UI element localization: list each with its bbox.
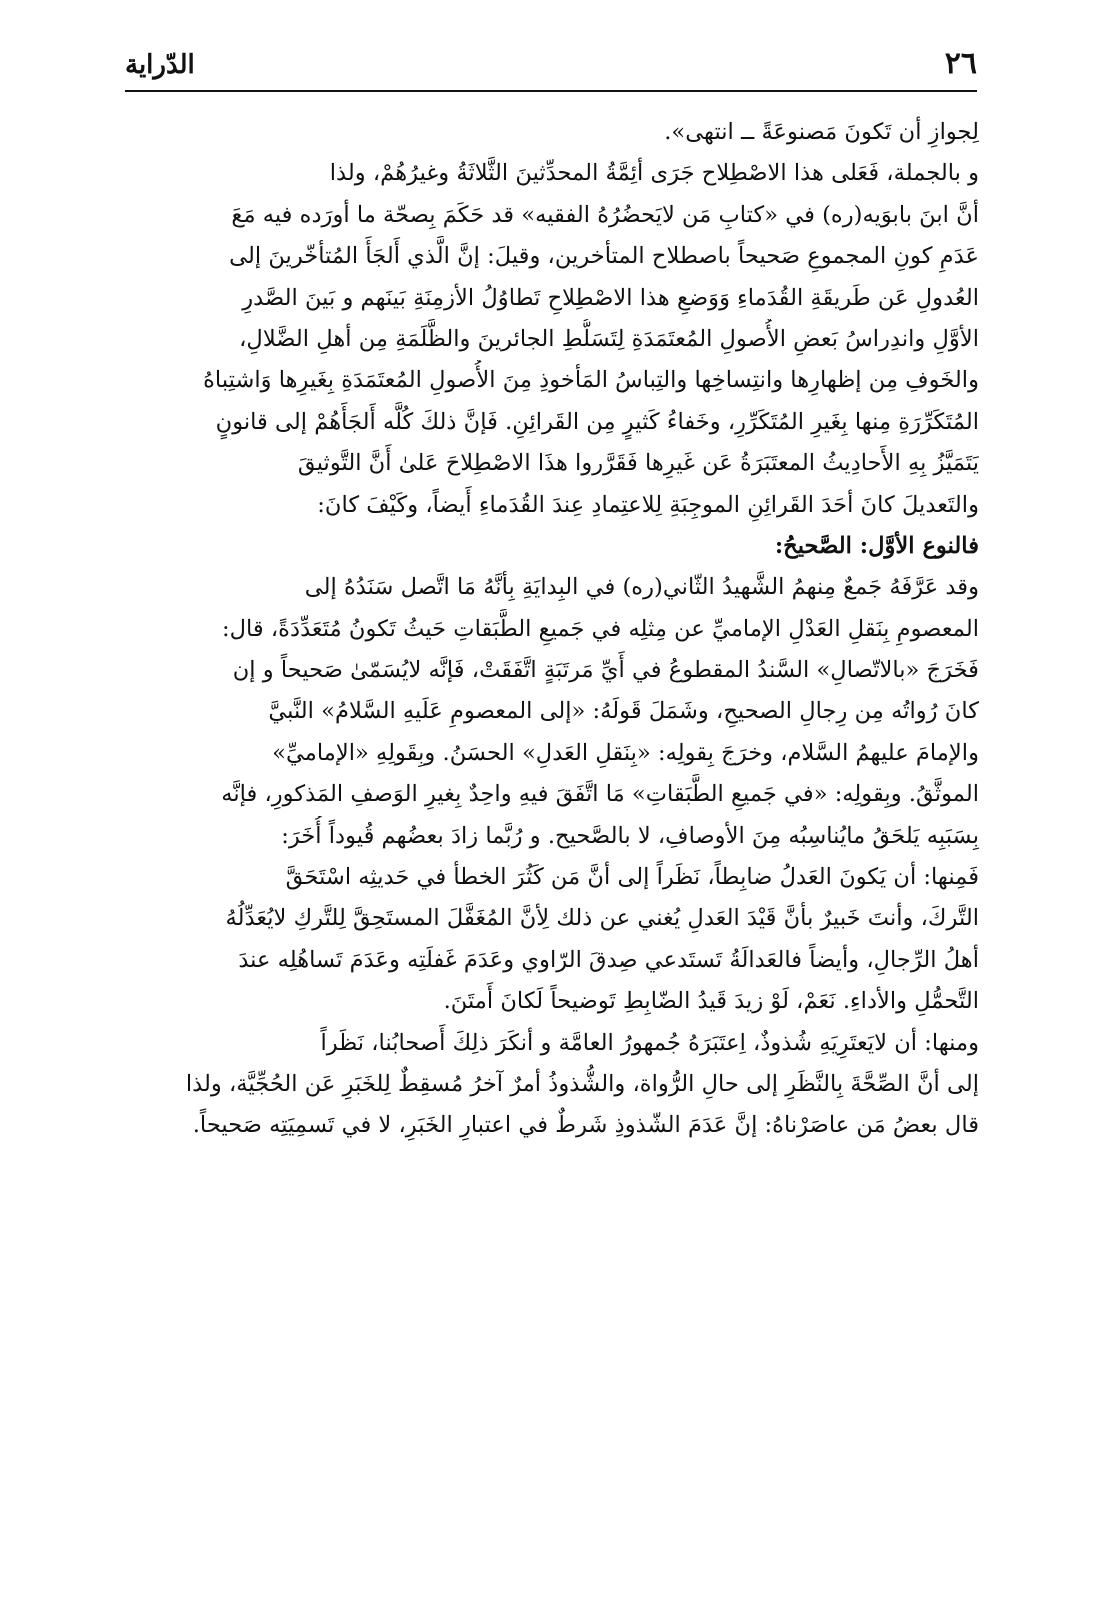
text-line: وقد عَرَّفَهُ جَمعٌ مِنهمُ الشَّهيدُ الثّاني(ره) في البِدايَةِ بِأنَّهُ مَا اتَّصل سَنَدُهُ إلى <box>304 574 979 601</box>
text-line: العُدولِ عَن طَريقَةِ القُدَماءِ وَوَضعِ هذا الاصْطِلاحِ تَطاوُلُ الأزمِنَةِ بَينَهم و بَينَ الصَّدرِ <box>242 284 979 311</box>
text-line: التَّحمُّلِ والأداءِ. نَعَمْ، لَوْ زيدَ قَيدُ الضّابِطِ تَوضيحاً لَكانَ أَمتَنَ. <box>443 988 979 1015</box>
text-line: إلى أنَّ الصِّحَّةَ بِالنَّظَرِ إلى حالِ الرُّواة، والشُّذوذُ أمرٌ آخرُ مُسقِطٌ لِلخَبَرِ عَن الحُجِّيَّة، ولذا <box>185 1070 979 1097</box>
page-number: ٢٦ <box>944 46 977 81</box>
text-line: كانَ رُواتُه مِن رِجالِ الصحيحِ، وشَمَلَ قَولَهُ: «إلى المعصومِ عَلَيهِ السَّلامُ» النَّبيَّ <box>268 698 979 725</box>
text-line: والتَعديلَ كانَ أحَدَ القَرائِنِ الموجِبَةِ لِلاعتِمادِ عِندَ القُدَماءِ أَيضاً، وكَيْفَ كانَ: <box>317 491 979 518</box>
text-line: لِجوازِ أن تَكونَ مَصنوعَةً ــ انتهى». <box>664 119 979 145</box>
header-rule <box>125 90 977 92</box>
text-line: فَمِنها: أن يَكونَ العَدلُ ضابِطاً، نَظَراً إلى أنَّ مَن كَثُرَ الخطأ في حَديثِه اسْتَحَقَّ <box>285 864 979 891</box>
text-line: و بالجملة، فَعَلى هذا الاصْطِلاح جَرَى أئِمَّةُ المحدِّثينَ الثَّلاثَةُ وغيرُهُمْ، ولذا <box>329 160 979 187</box>
text-line: قال بعضُ مَن عاصَرْناهُ: إنَّ عَدَمَ الشّذوذِ شَرطٌ في اعتبارِ الخَبَرِ، لا في تَسمِيَتِه صَحيحاً. <box>192 1112 979 1139</box>
text-line: والخَوفِ مِن إظهارِها وانتِساخِها والتِباسُ المَأخوذِ مِنَ الأُصولِ المُعتَمَدَةِ بِغَيرِها وَاشتِباهُ <box>203 367 979 394</box>
text-line: المعصومِ بِنَقلِ العَدْلِ الإماميِّ عن مِثلِه في جَميعِ الطَّبَقاتِ حَيثُ تَكونُ مُتَعَدِّدَةً، قال: <box>221 615 979 642</box>
text-line: الموثَّقُ. وبِقولِه: «في جَميعِ الطَّبَقاتِ» مَا اتَّفَقَ فيهِ واحِدٌ بِغيرِ الوَصفِ المَذكورِ، فإنَّه <box>221 781 979 808</box>
text-line: المُتَكَرِّرَةِ مِنها بِغَيرِ المُتَكَرِّرِ، وخَفاءُ كَثيرٍ مِن القَرائِنِ. فَإنَّ ذلكَ كُلَّه أَلجَأَهُمْ إلى قانونٍ <box>215 408 979 435</box>
text-line: ومنها: أن لايَعتَرِيَهِ شُذوذٌ، اِعتَبَرَهُ جُمهورُ العامَّة و أنكَرَ ذلِكَ أَصحابُنا، نَظَراً <box>320 1029 979 1056</box>
text-line: والإمامَ عليهمُ السَّلام، وخرَجَ بِقولِه: «بِنَقلِ العَدلِ» الحسَنُ. وبِقَولِهِ «الإماميِّ» <box>272 739 979 766</box>
section-title: فالنوع الأوَّل: الصَّحيحُ: <box>774 532 979 559</box>
text-line: عَدَمِ كونِ المجموعِ صَحيحاً باصطلاح المتأخرين، وقيلَ: إنَّ الَّذي أَلجَأَ المُتأخّرينَ إلى <box>229 243 979 270</box>
text-line: التَّركَ، وأنتَ خَبيرٌ بأنَّ قَيْدَ العَدلِ يُغني عن ذلك لِأنَّ المُغَفَّلَ المستَحِقَّ لِلتَّركِ لايُعَدِّلُهُ <box>225 905 979 932</box>
text-line: فَخَرَجَ «بالاتّصالِ» السَّندُ المقطوعُ في أَيِّ مَرتَبَةٍ اتَّفَقَتْ، فَإنَّه لايُسَمّىٰ صَحيحاً و إن <box>232 657 979 684</box>
text-line: أنَّ ابنَ بابوَيه(ره) في «كتابِ مَن لايَحضُرُهُ الفقيه» قد حَكَمَ بِصحّة ما أورَده فيه مَعَ <box>231 201 979 228</box>
text-line: بِسَبَبِه يَلحَقُ مايُناسِبُه مِنَ الأوصافِ، لا بالصَّحيح. و رُبَّما زادَ بعضُهم قُيوداً أُخَرَ: <box>281 822 979 849</box>
running-title: الدّراية <box>125 50 195 80</box>
text-line: يَتَمَيَّزُ بِهِ الأَحادِيثُ المعتَبَرَةُ عَن غَيرِها فَقَرَّروا هذَا الاصْطِلاحَ عَلىٰ أَنَّ التَّوثيقَ <box>297 450 979 477</box>
page-header <box>125 44 977 88</box>
body-text <box>124 112 979 1147</box>
text-line: أهلُ الرِّجالِ، وأيضاً فالعَدالَةُ تَستَدعي صِدقَ الرّاوي وعَدَمَ غَفلَتِه وعَدَمَ تَساهُلِه عندَ <box>238 946 979 973</box>
text-line: الأوَّلِ واندِراسُ بَعضِ الأُصولِ المُعتَمَدَةِ لِتَسَلُّطِ الجائرينَ والظَّلَمَةِ مِن أهلِ الضَّلالِ، <box>239 325 979 352</box>
